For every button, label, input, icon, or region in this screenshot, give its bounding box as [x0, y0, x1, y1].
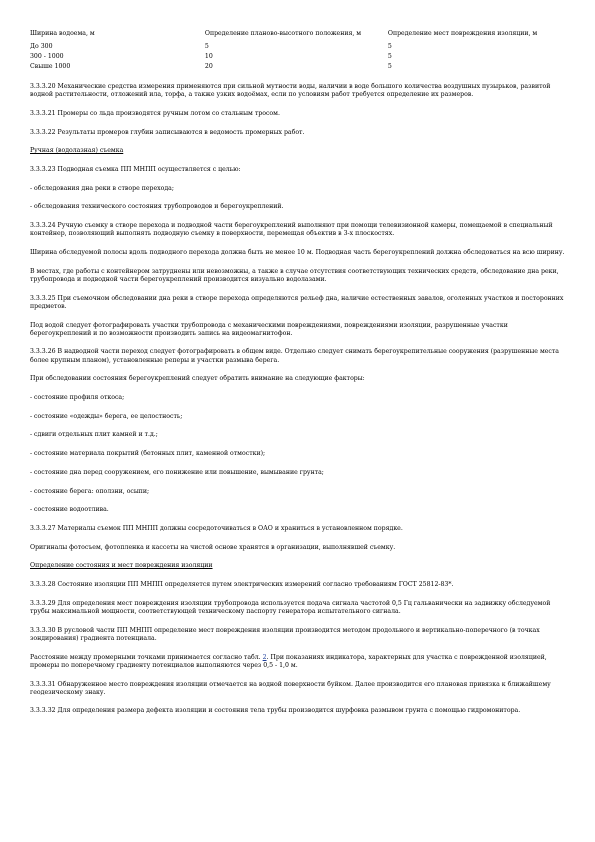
- table-cell: 300 - 1000: [30, 53, 64, 60]
- table-2-link[interactable]: 2: [262, 653, 267, 661]
- paragraph-3-3-3-22: 3.3.3.22 Результаты промеров глубин записываются в ведомость промерных работ.: [30, 128, 305, 136]
- paragraph-photography: Под водой следует фотографировать участки трубопровода с механическими повреждениями, повреждениями изоляции, разрушенные участки берегоукреплений и по возможности производить запись на видеомагнитофон.: [30, 321, 508, 337]
- table-row: [30, 53, 565, 63]
- paragraph-3-3-3-20: 3.3.3.20 Механические средства измерения применяются при сильной мутности воды, наличии в воде большого количества воздушных пузырьков, развитой водной растительности, отложений ила, торфа, а также узких водоёмах, если по условиям работ требуется определение их размеров.: [30, 83, 551, 99]
- table-cell: До 300: [30, 43, 53, 50]
- paragraph-3-3-3-30: 3.3.3.30 В русловой части ПП МНПП определение мест повреждения изоляции производится методом продольного и вертикально-поперечного (в точках зондирования) градиента потенциала.: [30, 626, 540, 642]
- list-item: - состояние профиля откоса;: [30, 394, 125, 402]
- list-item: - состояние «одежды» берега, ее целостность;: [30, 412, 183, 420]
- list-item: - обследования технического состояния трубопроводов и берегоукреплений.: [30, 203, 284, 211]
- paragraph-3-3-3-29: 3.3.3.29 Для определения мест повреждения изоляции трубопровода используется подача сигнала частотой 0,5 Гц гальванически на задвижку обследуемой трубы максимальной мощности, соответствующей техническому паспорту генератора испытательного сигнала.: [30, 599, 551, 615]
- document-page: [30, 30, 565, 726]
- table-cell: 5: [387, 63, 392, 70]
- table-cell: 10: [204, 53, 213, 60]
- table-cell: 5: [387, 43, 392, 50]
- table-cell: 20: [204, 63, 213, 70]
- section-heading-insulation: Определение состояния и мест повреждения изоляции: [30, 562, 213, 570]
- list-item: - сдвиги отдельных плит камней и т.д.;: [30, 431, 158, 439]
- text-span: . При показаниях индикатора, характерных для участка с поврежденной изоляцией, промеры по поперечному градиенту потенциалов выполняются через 0,5 - 1,0 м.: [30, 653, 547, 669]
- list-item: - состояние материала покрытий (бетонных плит, каменной отмостки);: [30, 450, 266, 458]
- paragraph-3-3-3-24: 3.3.3.24 Ручную съемку в створе перехода и подводной части берегоукреплений выполняют при помощи телевизионной камеры, помещаемой в специальный контейнер, позволяющий выполнять подводную съемку в поверхности, перемещая объектив в 3-х плоскостях.: [30, 222, 553, 238]
- paragraph-3-3-3-27: 3.3.3.27 Материалы съемок ПП МНПП должны сосредоточиваться в ОАО и храниться в установленном порядке.: [30, 524, 403, 532]
- paragraph-3-3-3-26: 3.3.3.26 В надводной части переход следует фотографировать в общем виде. Отдельно следует снимать берегоукрепительные сооружения (разрушенные места более крупным планом), установленные реперы и участки размыва берега.: [30, 348, 559, 364]
- list-item: - обследования дна реки в створе перехода;: [30, 184, 174, 192]
- paragraph-3-3-3-32: 3.3.3.32 Для определения размера дефекта изоляции и состояния тела трубы производится шурфовка размывом грунта с помощью гидромонитора.: [30, 707, 521, 715]
- paragraph-divers: В местах, где работы с контейнером затруднены или невозможны, а также в случае отсутствия соответствующих технических средств, обследование дна реки, трубопровода и подводной части берегоукреплений производится визуально водолазами.: [30, 267, 559, 283]
- table-cell: 5: [387, 53, 392, 60]
- paragraph-3-3-3-23: 3.3.3.23 Подводная съемка ПП МНПП осуществляется с целью:: [30, 166, 241, 174]
- table-header-row: [30, 30, 565, 43]
- paragraph-originals: Оригиналы фотосъем, фотопленка и кассеты на чистой основе хранятся в организации, выполнявшей съемку.: [30, 543, 396, 551]
- table-header-cell: Определение планово-высотного положения, м: [204, 30, 362, 37]
- table-header-cell: Ширина водоема, м: [30, 30, 95, 37]
- section-heading-hand-survey: Ручная (водолазная) съемка: [30, 147, 124, 155]
- paragraph-3-3-3-31: 3.3.3.31 Обнаруженное место повреждения изоляции отмечается на водной поверхности буйком. Далее производится его плановая привязка к ближайшему геодезическому знаку.: [30, 680, 551, 696]
- measurement-spacing-table: [30, 30, 565, 73]
- table-row: [30, 63, 565, 73]
- list-item: - состояние водоотлива.: [30, 506, 109, 514]
- text-span: Расстояние между промерными точками принимается согласно табл.: [30, 653, 263, 661]
- table-cell: 5: [204, 43, 209, 50]
- table-header-cell: Определение мест повреждения изоляции, м: [387, 30, 538, 37]
- table-row: [30, 43, 565, 53]
- list-item: - состояние берега: оползни, осыпи;: [30, 487, 150, 495]
- paragraph-3-3-3-21: 3.3.3.21 Промеры со льда производятся ручным лотом со стальным тросом.: [30, 109, 280, 117]
- paragraph-3-3-3-25: 3.3.3.25 При съемочном обследовании дна реки в створе перехода определяются рельеф дна, наличие естественных завалов, оголенных участков и посторонних предметов.: [30, 294, 564, 310]
- paragraph-survey-width: Ширина обследуемой полосы вдоль подводного перехода должна быть не менее 10 м. Подводная часть берегоукреплений должна обследоваться на всю ширину.: [30, 249, 565, 257]
- list-item: - состояние дна перед сооружением, его понижение или повышение, вымывание грунта;: [30, 468, 324, 476]
- paragraph-factors-intro: При обследовании состояния берегоукреплений следует обратить внимание на следующие факторы:: [30, 375, 365, 383]
- paragraph-point-spacing: [30, 654, 565, 670]
- table-cell: Свыше 1000: [30, 63, 71, 70]
- paragraph-3-3-3-28: 3.3.3.28 Состояние изоляции ПП МНПП определяется путем электрических измерений согласно требованиям ГОСТ 25812-83*.: [30, 581, 454, 589]
